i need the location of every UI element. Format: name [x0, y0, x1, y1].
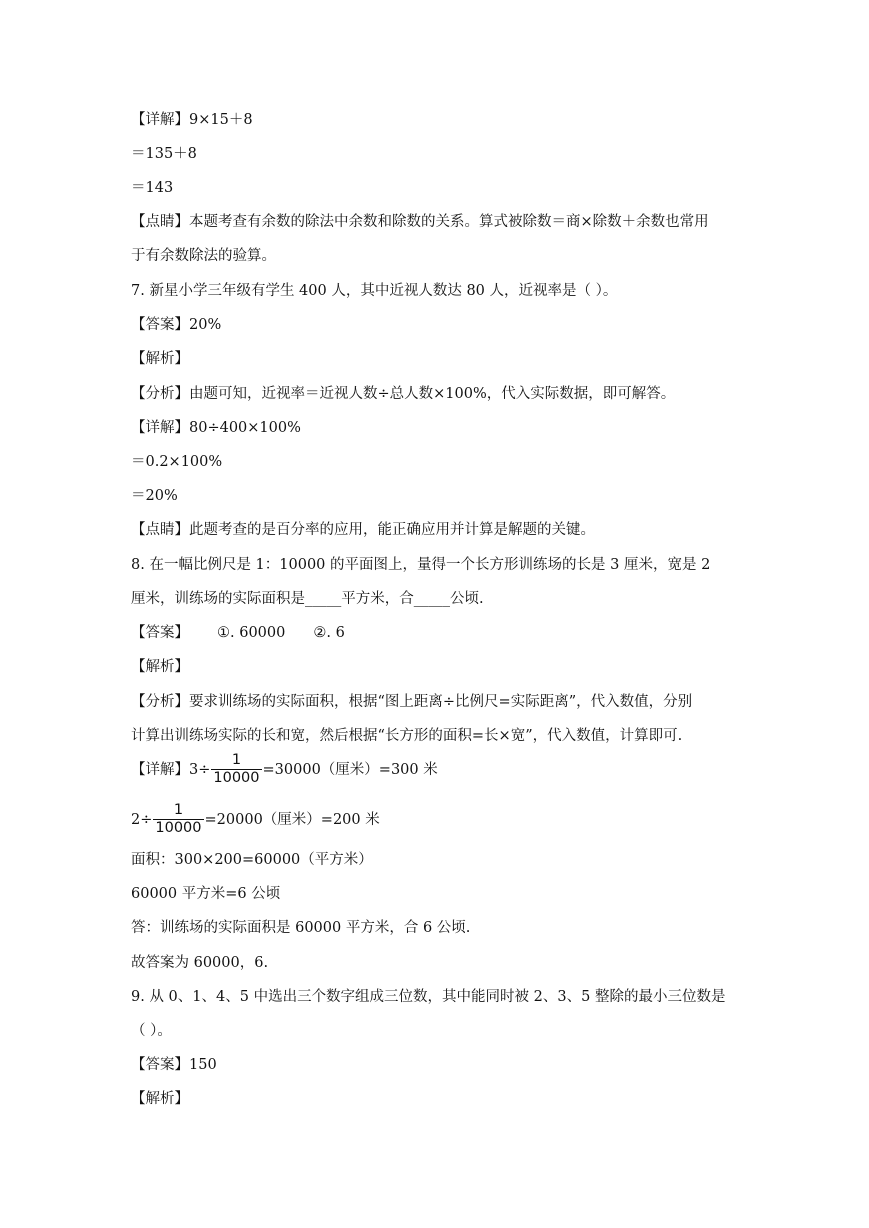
- fraction-denominator: 10000: [213, 770, 260, 786]
- answer-8-first: ①. 60000: [217, 625, 286, 641]
- question-8-line-1: 8. 在一幅比例尺是 1：10000 的平面图上，量得一个长方形训练场的长是 3 厘米，宽是 2: [131, 557, 711, 573]
- answer-8-second: ②. 6: [313, 625, 345, 641]
- analysis-8-line-2: 计算出训练场实际的长和宽，然后根据“长方形的面积=长×宽”，代入数值，计算即可.: [131, 728, 683, 744]
- detail-7-line-3: ＝20%: [131, 488, 178, 504]
- detail-8-line-1-suffix: =30000（厘米）=300 米: [262, 761, 438, 778]
- analysis-heading-8: 【解析】: [131, 659, 189, 675]
- detail-8-line-1: [131, 752, 771, 787]
- answer-7: 【答案】20%: [131, 317, 222, 333]
- detail-8-final: 故答案为 60000，6.: [131, 955, 269, 971]
- analysis-7: 【分析】由题可知，近视率＝近视人数÷总人数×100%，代入实际数据，即可解答。: [131, 386, 676, 402]
- calc-line-3: ＝143: [131, 180, 174, 196]
- analysis-heading-7: 【解析】: [131, 351, 189, 367]
- fraction-numerator: 1: [173, 802, 184, 818]
- question-8-line-2: 厘米，训练场的实际面积是_____平方米，合_____公顷.: [131, 591, 484, 607]
- answer-8-label: 【答案】: [131, 625, 189, 641]
- detail-8-area: 面积：300×200=60000（平方米）: [131, 852, 373, 868]
- detail-8-line-1-prefix: 【详解】3÷: [131, 761, 211, 778]
- question-9-line-1: 9. 从 0、1、4、5 中选出三个数字组成三位数，其中能同时被 2、3、5 整除的最小三位数是: [131, 989, 726, 1005]
- analysis-8-line-1: 【分析】要求训练场的实际面积，根据“图上距离÷比例尺=实际距离”，代入数值，分别: [131, 694, 693, 710]
- fraction-one-ten-thousandth: [153, 802, 203, 837]
- answer-8: [131, 623, 771, 643]
- comment-line-1: 【点睛】本题考查有余数的除法中余数和除数的关系。算式被除数＝商×除数＋余数也常用: [131, 214, 709, 230]
- answer-9: 【答案】150: [131, 1057, 217, 1073]
- detail-7-line-1: 【详解】80÷400×100%: [131, 420, 301, 436]
- detail-8-conversion: 60000 平方米=6 公顷: [131, 886, 281, 902]
- fraction-one-ten-thousandth: [211, 752, 261, 787]
- comment-line-2: 于有余数除法的验算。: [131, 248, 276, 264]
- fraction-denominator: 10000: [155, 820, 202, 836]
- calc-line-2: ＝135＋8: [131, 146, 197, 162]
- question-7: 7. 新星小学三年级有学生 400 人，其中近视人数达 80 人，近视率是（ ）。: [131, 283, 618, 299]
- detail-8-line-2: [131, 802, 771, 837]
- fraction-numerator: 1: [231, 752, 242, 768]
- detail-8-line-2-suffix: =20000（厘米）=200 米: [204, 811, 380, 828]
- detail-8-reply: 答：训练场的实际面积是 60000 平方米，合 6 公顷.: [131, 920, 471, 936]
- analysis-heading-9: 【解析】: [131, 1091, 189, 1107]
- detail-8-line-2-prefix: 2÷: [131, 811, 153, 828]
- comment-7: 【点睛】此题考查的是百分率的应用，能正确应用并计算是解题的关键。: [131, 522, 595, 538]
- detail-line-1: 【详解】9×15＋8: [131, 112, 253, 128]
- detail-7-line-2: ＝0.2×100%: [131, 454, 223, 470]
- question-9-line-2: （ ）。: [131, 1023, 172, 1039]
